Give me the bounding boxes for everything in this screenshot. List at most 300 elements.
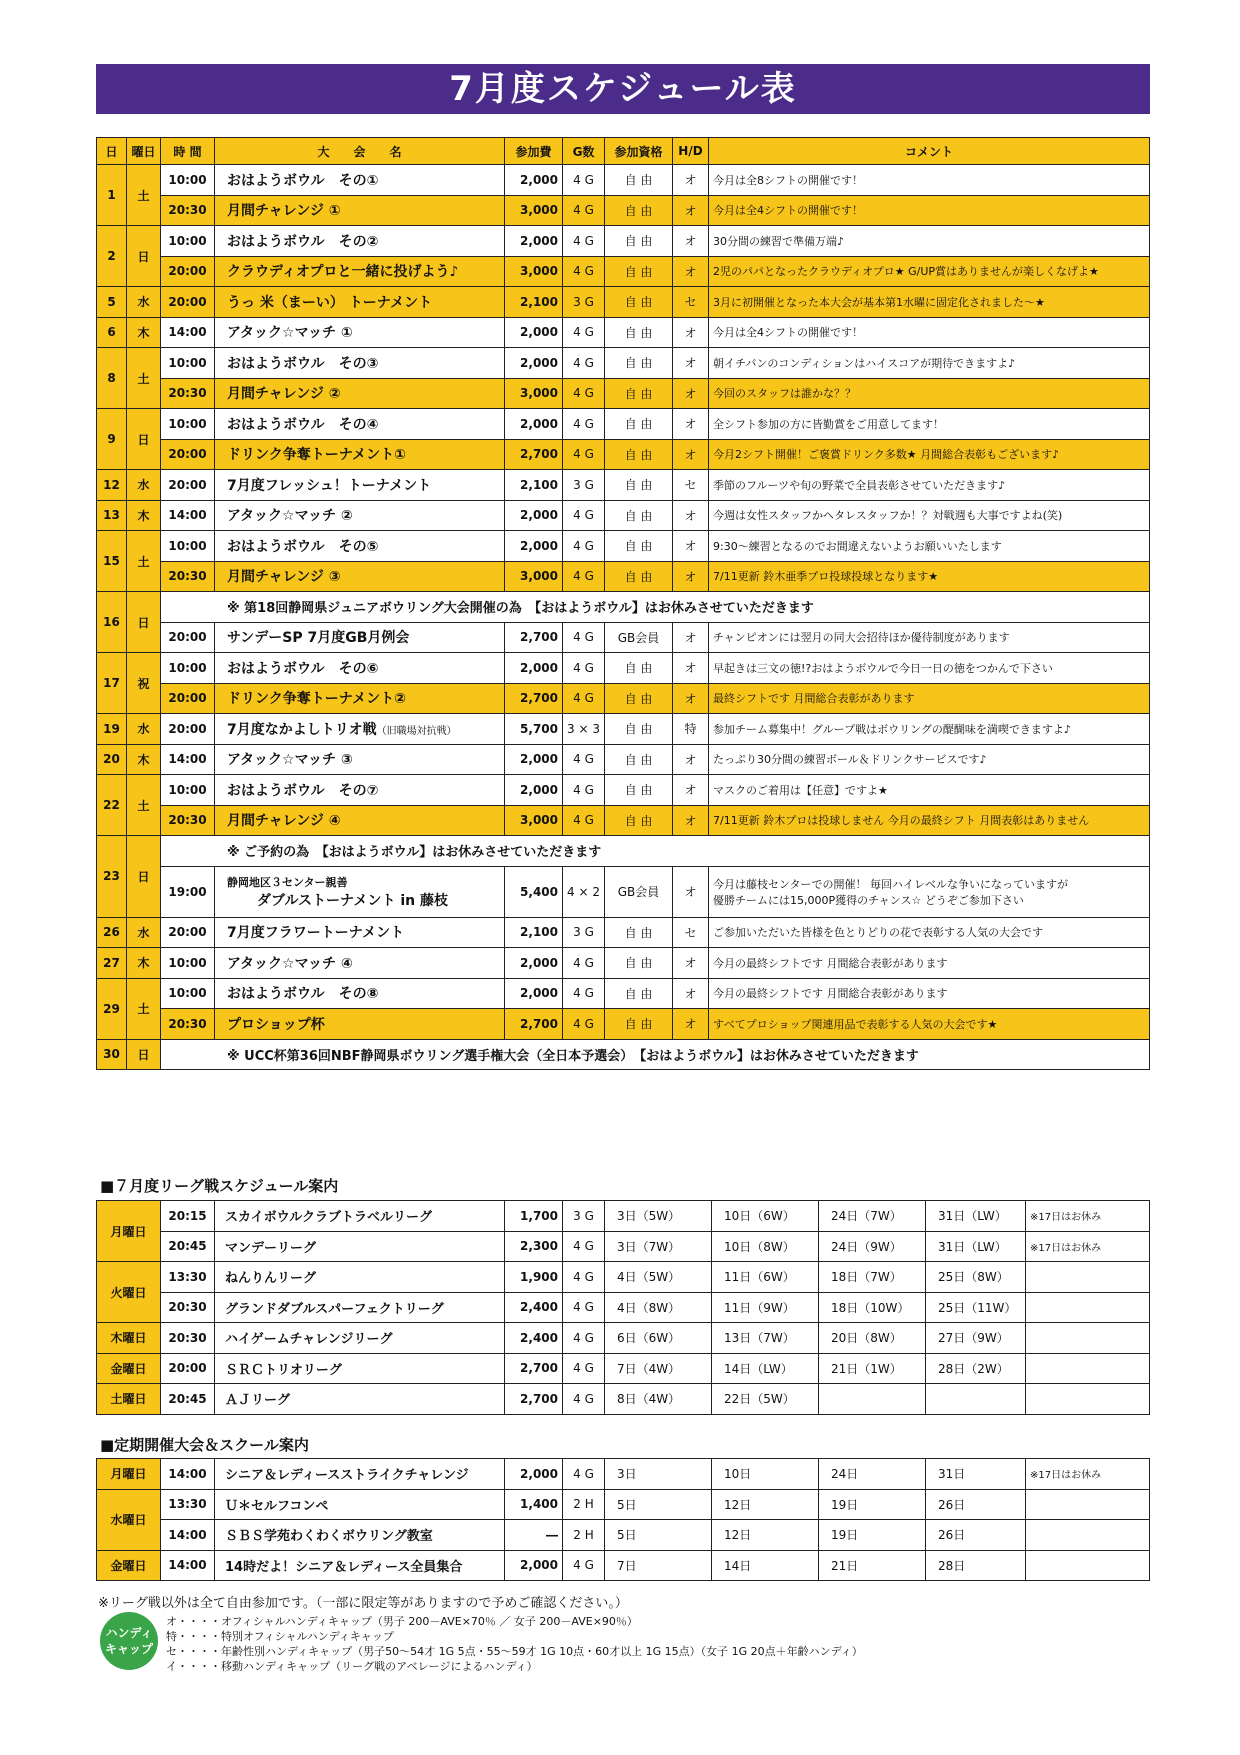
qualification-cell: 自 由 <box>605 165 673 196</box>
handicap-cell: 特 <box>673 714 709 745</box>
fee-cell: 2,000 <box>505 317 563 348</box>
event-name-cell: プロショップ杯 <box>215 1009 505 1040</box>
date-cell: 14日（LW） <box>712 1353 819 1384</box>
event-name-cell: うっ 米（まーい） トーナメント <box>215 287 505 318</box>
event-name-cell: おはようボウル その③ <box>215 348 505 379</box>
event-name-cell: アタック☆マッチ ① <box>215 317 505 348</box>
games-cell: 4 G <box>563 256 605 287</box>
header-dow: 曜日 <box>127 138 161 165</box>
games-cell: 4 G <box>563 1550 605 1581</box>
qualification-cell: 自 由 <box>605 470 673 501</box>
schedule-row <box>97 592 1150 623</box>
weekday-cell: 日 <box>127 592 161 653</box>
date-cell: 26日 <box>926 1520 1026 1551</box>
date-cell: 13日（7W） <box>712 1323 819 1354</box>
qualification-cell: GB会員 <box>605 622 673 653</box>
schedule-row <box>97 714 1150 745</box>
qualification-cell: 自 由 <box>605 409 673 440</box>
handicap-cell: オ <box>673 439 709 470</box>
games-cell: 4 G <box>563 1292 605 1323</box>
header-qualification: 参加資格 <box>605 138 673 165</box>
date-cell: 3日（5W） <box>605 1201 712 1232</box>
day-cell: 19 <box>97 714 127 745</box>
games-cell: 4 G <box>563 165 605 196</box>
event-name-cell <box>215 866 505 917</box>
header-day: 日 <box>97 138 127 165</box>
games-cell: 4 G <box>563 348 605 379</box>
time-cell: 20:00 <box>161 1353 215 1384</box>
weekday-group-cell: 火曜日 <box>97 1262 161 1323</box>
fee-cell: 2,700 <box>505 439 563 470</box>
games-cell: 3 G <box>563 287 605 318</box>
schedule-row <box>97 561 1150 592</box>
date-cell: 31日（LW） <box>926 1231 1026 1262</box>
date-cell: 6日（6W） <box>605 1323 712 1354</box>
handicap-cell: セ <box>673 917 709 948</box>
closure-notice: ※ 第18回静岡県ジュニアボウリング大会開催の為 【おはようボウル】はお休みさせていただきます <box>161 592 1150 623</box>
games-cell: 4 G <box>563 226 605 257</box>
handicap-cell: オ <box>673 866 709 917</box>
school-row <box>97 1459 1150 1490</box>
handicap-cell: オ <box>673 653 709 684</box>
date-cell: 18日（7W） <box>819 1262 926 1293</box>
schedule-row <box>97 917 1150 948</box>
handicap-cell: オ <box>673 165 709 196</box>
time-cell: 20:00 <box>161 917 215 948</box>
comment-cell: 3月に初開催となった本大会が基本第1水曜に固定化されました～★ <box>709 287 1150 318</box>
weekday-cell: 日 <box>127 836 161 918</box>
games-cell: 4 G <box>563 775 605 806</box>
schedule-row <box>97 378 1150 409</box>
qualification-cell: 自 由 <box>605 805 673 836</box>
qualification-cell: 自 由 <box>605 744 673 775</box>
weekday-cell: 日 <box>127 226 161 287</box>
games-cell: 4 G <box>563 195 605 226</box>
note-cell <box>1026 1489 1150 1520</box>
games-cell: 4 G <box>563 561 605 592</box>
comment-line-1: 今月は藤枝センターでの開催！ 毎回ハイレベルな争いになっていますが <box>713 877 1069 891</box>
note-cell <box>1026 1262 1150 1293</box>
time-cell: 14:00 <box>161 744 215 775</box>
event-name-cell: 7月度フラワートーナメント <box>215 917 505 948</box>
handicap-cell: セ <box>673 287 709 318</box>
comment-cell: 今月2シフト開催！ご褒賞ドリンク多数★ 月間総合表彰もございます♪ <box>709 439 1150 470</box>
day-cell: 2 <box>97 226 127 287</box>
handicap-cell: オ <box>673 805 709 836</box>
comment-cell: 今回のスタッフは誰かな？？ <box>709 378 1150 409</box>
time-cell: 10:00 <box>161 165 215 196</box>
qualification-cell: 自 由 <box>605 378 673 409</box>
league-name-cell: ＳＢＳ学苑わくわくボウリング教室 <box>215 1520 505 1551</box>
schedule-row <box>97 978 1150 1009</box>
league-name-cell: ハイゲームチャレンジリーグ <box>215 1323 505 1354</box>
date-cell <box>926 1384 1026 1415</box>
fee-cell: 1,400 <box>505 1489 563 1520</box>
league-name-cell: マンデーリーグ <box>215 1231 505 1262</box>
footnote: ※リーグ戦以外は全て自由参加です。（一部に限定等がありますので予めご確認ください。） <box>98 1596 628 1611</box>
handicap-cell: オ <box>673 409 709 440</box>
qualification-cell: 自 由 <box>605 917 673 948</box>
league-name-cell: ＳＲＣトリオリーグ <box>215 1353 505 1384</box>
weekday-cell: 水 <box>127 714 161 745</box>
date-cell: 19日 <box>819 1520 926 1551</box>
day-cell: 15 <box>97 531 127 592</box>
weekday-cell: 木 <box>127 744 161 775</box>
legend-item: 特・・・・特別オフィシャルハンディキャップ <box>166 1630 394 1643</box>
comment-cell: 7/11更新 鈴木亜季プロ投球投球となります★ <box>709 561 1150 592</box>
games-cell: 4 G <box>563 948 605 979</box>
league-row <box>97 1262 1150 1293</box>
weekday-group-cell: 金曜日 <box>97 1353 161 1384</box>
school-table <box>96 1458 1150 1581</box>
fee-cell: 5,700 <box>505 714 563 745</box>
event-name: 7月度なかよしトリオ戦 <box>227 721 377 738</box>
badge-line-2: キャップ <box>104 1642 153 1656</box>
comment-cell: 今月の最終シフトです 月間総合表彰があります <box>709 948 1150 979</box>
date-cell: 4日（5W） <box>605 1262 712 1293</box>
event-name-cell: おはようボウル その⑤ <box>215 531 505 562</box>
qualification-cell: 自 由 <box>605 195 673 226</box>
time-cell: 20:30 <box>161 1323 215 1354</box>
time-cell: 10:00 <box>161 948 215 979</box>
comment-cell <box>709 866 1150 917</box>
schedule-row <box>97 195 1150 226</box>
comment-cell: マスクのご着用は【任意】ですよ★ <box>709 775 1150 806</box>
fee-cell: 3,000 <box>505 805 563 836</box>
comment-cell: 最終シフトです 月間総合表彰があります <box>709 683 1150 714</box>
time-cell: 14:00 <box>161 1459 215 1490</box>
fee-cell: 2,300 <box>505 1231 563 1262</box>
fee-cell: 3,000 <box>505 378 563 409</box>
fee-cell: 2,700 <box>505 1384 563 1415</box>
games-cell: 4 G <box>563 317 605 348</box>
handicap-cell: オ <box>673 775 709 806</box>
games-cell: 3 G <box>563 1201 605 1232</box>
school-row <box>97 1550 1150 1581</box>
comment-cell: 参加チーム募集中！グループ戦はボウリングの醍醐味を満喫できますよ♪ <box>709 714 1150 745</box>
page-title: 7月度スケジュール表 <box>96 64 1150 114</box>
schedule-row <box>97 348 1150 379</box>
games-cell: 4 G <box>563 683 605 714</box>
date-cell: 21日（1W） <box>819 1353 926 1384</box>
header-fee: 参加費 <box>505 138 563 165</box>
time-cell: 20:30 <box>161 378 215 409</box>
fee-cell: 2,700 <box>505 622 563 653</box>
fee-cell: 2,000 <box>505 409 563 440</box>
fee-cell: 2,000 <box>505 1550 563 1581</box>
qualification-cell: 自 由 <box>605 978 673 1009</box>
league-row <box>97 1292 1150 1323</box>
games-cell: 3 × 3 <box>563 714 605 745</box>
day-cell: 20 <box>97 744 127 775</box>
fee-cell: 2,400 <box>505 1292 563 1323</box>
event-name-cell: おはようボウル その② <box>215 226 505 257</box>
league-row <box>97 1384 1150 1415</box>
weekday-group-cell: 水曜日 <box>97 1489 161 1550</box>
comment-cell: 朝イチバンのコンディションはハイスコアが期待できますよ♪ <box>709 348 1150 379</box>
weekday-cell: 木 <box>127 948 161 979</box>
schedule-row <box>97 622 1150 653</box>
day-cell: 12 <box>97 470 127 501</box>
handicap-cell: オ <box>673 256 709 287</box>
schedule-row <box>97 653 1150 684</box>
time-cell: 20:00 <box>161 287 215 318</box>
date-cell: 10日（6W） <box>712 1201 819 1232</box>
day-cell: 16 <box>97 592 127 653</box>
fee-cell: 2,000 <box>505 165 563 196</box>
time-cell: 20:45 <box>161 1384 215 1415</box>
handicap-cell: オ <box>673 978 709 1009</box>
time-cell: 10:00 <box>161 531 215 562</box>
time-cell: 20:00 <box>161 622 215 653</box>
schedule-row <box>97 775 1150 806</box>
event-name-cell: アタック☆マッチ ③ <box>215 744 505 775</box>
day-cell: 6 <box>97 317 127 348</box>
date-cell: 31日 <box>926 1459 1026 1490</box>
date-cell: 5日 <box>605 1520 712 1551</box>
event-name-cell: クラウディオプロと一緒に投げよう♪ <box>215 256 505 287</box>
weekday-cell: 祝 <box>127 653 161 714</box>
fee-cell: 2,000 <box>505 948 563 979</box>
schedule-row <box>97 744 1150 775</box>
fee-cell: 1,900 <box>505 1262 563 1293</box>
fee-cell: 3,000 <box>505 256 563 287</box>
event-name-cell: 7月度フレッシュ！トーナメント <box>215 470 505 501</box>
fee-cell: 2,000 <box>505 978 563 1009</box>
date-cell: 24日（9W） <box>819 1231 926 1262</box>
handicap-cell: オ <box>673 1009 709 1040</box>
qualification-cell: GB会員 <box>605 866 673 917</box>
comment-line-2: 優勝チームには15,000P獲得のチャンス☆ どうぞご参加下さい <box>713 893 1024 907</box>
header-games: G数 <box>563 138 605 165</box>
date-cell: 25日（8W） <box>926 1262 1026 1293</box>
games-cell: 4 G <box>563 1323 605 1354</box>
date-cell: 10日（8W） <box>712 1231 819 1262</box>
games-cell: 4 G <box>563 978 605 1009</box>
time-cell: 13:30 <box>161 1489 215 1520</box>
fee-cell: ― <box>505 1520 563 1551</box>
time-cell: 20:30 <box>161 1009 215 1040</box>
schedule-row <box>97 165 1150 196</box>
time-cell: 10:00 <box>161 409 215 440</box>
legend-item: イ・・・・移動ハンディキャップ（リーグ戦のアベレージによるハンディ） <box>166 1660 538 1673</box>
event-name-cell: ドリンク争奪トーナメント① <box>215 439 505 470</box>
league-row <box>97 1323 1150 1354</box>
day-cell: 9 <box>97 409 127 470</box>
closure-notice: ※ ご予約の為 【おはようボウル】はお休みさせていただきます <box>161 836 1150 867</box>
handicap-cell: オ <box>673 744 709 775</box>
games-cell: 4 G <box>563 622 605 653</box>
schedule-row <box>97 866 1150 917</box>
qualification-cell: 自 由 <box>605 948 673 979</box>
weekday-cell: 木 <box>127 500 161 531</box>
date-cell: 10日 <box>712 1459 819 1490</box>
weekday-cell: 土 <box>127 348 161 409</box>
fee-cell: 2,000 <box>505 531 563 562</box>
date-cell: 18日（10W） <box>819 1292 926 1323</box>
note-cell <box>1026 1550 1150 1581</box>
date-cell: 28日 <box>926 1550 1026 1581</box>
fee-cell: 2,000 <box>505 1459 563 1490</box>
badge-line-1: ハンディ <box>105 1626 153 1640</box>
handicap-cell: オ <box>673 948 709 979</box>
date-cell: 28日（2W） <box>926 1353 1026 1384</box>
date-cell: 4日（8W） <box>605 1292 712 1323</box>
league-name-cell: ＡＪリーグ <box>215 1384 505 1415</box>
league-name-cell: Ｕ＊セルフコンペ <box>215 1489 505 1520</box>
league-section-title: ■７月度リーグ戦スケジュール案内 <box>100 1177 339 1195</box>
schedule-row <box>97 805 1150 836</box>
day-cell: 22 <box>97 775 127 836</box>
fee-cell: 3,000 <box>505 561 563 592</box>
games-cell: 4 G <box>563 439 605 470</box>
date-cell: 31日（LW） <box>926 1201 1026 1232</box>
league-name-cell: グランドダブルスパーフェクトリーグ <box>215 1292 505 1323</box>
closure-notice: ※ UCC杯第36回NBF静岡県ボウリング選手権大会（全日本予選会） 【おはようボウル】はお休みさせていただきます <box>161 1039 1150 1070</box>
qualification-cell: 自 由 <box>605 531 673 562</box>
event-name-cell: おはようボウル その⑦ <box>215 775 505 806</box>
day-cell: 8 <box>97 348 127 409</box>
date-cell: 5日 <box>605 1489 712 1520</box>
comment-cell: 7/11更新 鈴木プロは投球しません 今月の最終シフト 月間表彰はありません <box>709 805 1150 836</box>
date-cell <box>819 1384 926 1415</box>
schedule-row <box>97 226 1150 257</box>
event-name-cell: おはようボウル その① <box>215 165 505 196</box>
time-cell: 13:30 <box>161 1262 215 1293</box>
weekday-cell: 土 <box>127 775 161 836</box>
fee-cell: 2,700 <box>505 1353 563 1384</box>
event-name-cell: 月間チャレンジ ④ <box>215 805 505 836</box>
note-cell <box>1026 1520 1150 1551</box>
handicap-cell: オ <box>673 226 709 257</box>
event-name-cell: おはようボウル その⑥ <box>215 653 505 684</box>
event-name-cell: 月間チャレンジ ① <box>215 195 505 226</box>
time-cell: 14:00 <box>161 1550 215 1581</box>
time-cell: 20:30 <box>161 1292 215 1323</box>
note-cell <box>1026 1292 1150 1323</box>
handicap-legend <box>166 1614 863 1674</box>
games-cell: 4 G <box>563 653 605 684</box>
schedule-header-row <box>97 138 1150 165</box>
date-cell: 7日（4W） <box>605 1353 712 1384</box>
qualification-cell: 自 由 <box>605 439 673 470</box>
time-cell: 20:00 <box>161 439 215 470</box>
qualification-cell: 自 由 <box>605 653 673 684</box>
qualification-cell: 自 由 <box>605 256 673 287</box>
comment-cell: 今週は女性スタッフかヘタレスタッフか！？対戦週も大事ですよね(笑) <box>709 500 1150 531</box>
league-row <box>97 1231 1150 1262</box>
time-cell: 20:30 <box>161 195 215 226</box>
comment-cell: 今月は全4シフトの開催です！ <box>709 317 1150 348</box>
fee-cell: 2,000 <box>505 500 563 531</box>
comment-cell: ご参加いただいた皆様を色とりどりの花で表彰する人気の大会です <box>709 917 1150 948</box>
date-cell: 24日（7W） <box>819 1201 926 1232</box>
event-name-cell: アタック☆マッチ ② <box>215 500 505 531</box>
date-cell: 20日（8W） <box>819 1323 926 1354</box>
schedule-row <box>97 500 1150 531</box>
league-name-cell: ねんりんリーグ <box>215 1262 505 1293</box>
games-cell: 4 G <box>563 1353 605 1384</box>
fee-cell: 3,000 <box>505 195 563 226</box>
comment-cell: 今月の最終シフトです 月間総合表彰があります <box>709 978 1150 1009</box>
weekday-group-cell: 月曜日 <box>97 1201 161 1262</box>
event-name-cell: 月間チャレンジ ② <box>215 378 505 409</box>
weekday-cell: 土 <box>127 978 161 1039</box>
comment-cell: チャンピオンには翌月の同大会招待ほか優待制度があります <box>709 622 1150 653</box>
fee-cell: 2,000 <box>505 744 563 775</box>
games-cell: 3 G <box>563 470 605 501</box>
fee-cell: 2,000 <box>505 775 563 806</box>
schedule-row <box>97 1039 1150 1070</box>
note-cell <box>1026 1323 1150 1354</box>
date-cell: 21日 <box>819 1550 926 1581</box>
comment-cell: 9:30～練習となるのでお間違えないようお願いいたします <box>709 531 1150 562</box>
weekday-cell: 木 <box>127 317 161 348</box>
date-cell: 12日 <box>712 1489 819 1520</box>
weekday-cell: 水 <box>127 470 161 501</box>
event-name-cell: アタック☆マッチ ④ <box>215 948 505 979</box>
games-cell: 4 G <box>563 805 605 836</box>
school-section-title: ■定期開催大会＆スクール案内 <box>100 1436 309 1454</box>
fee-cell: 2,700 <box>505 1009 563 1040</box>
fee-cell: 2,100 <box>505 287 563 318</box>
comment-cell: 今月は全4シフトの開催です！ <box>709 195 1150 226</box>
weekday-group-cell: 木曜日 <box>97 1323 161 1354</box>
time-cell: 14:00 <box>161 317 215 348</box>
day-cell: 13 <box>97 500 127 531</box>
weekday-cell: 水 <box>127 287 161 318</box>
games-cell: 4 G <box>563 409 605 440</box>
time-cell: 20:00 <box>161 683 215 714</box>
handicap-cell: オ <box>673 317 709 348</box>
time-cell: 20:30 <box>161 805 215 836</box>
weekday-cell: 水 <box>127 917 161 948</box>
event-name-cell: ドリンク争奪トーナメント② <box>215 683 505 714</box>
games-cell: 4 G <box>563 744 605 775</box>
event-name-cell: おはようボウル その⑧ <box>215 978 505 1009</box>
date-cell: 3日（7W） <box>605 1231 712 1262</box>
date-cell: 3日 <box>605 1459 712 1490</box>
qualification-cell: 自 由 <box>605 683 673 714</box>
schedule-row <box>97 1009 1150 1040</box>
event-name-top: 静岡地区３センター親善 <box>227 875 348 889</box>
header-comment: コメント <box>709 138 1150 165</box>
date-cell: 8日（4W） <box>605 1384 712 1415</box>
day-cell: 1 <box>97 165 127 226</box>
note-cell: ※17日はお休み <box>1026 1231 1150 1262</box>
date-cell: 22日（5W） <box>712 1384 819 1415</box>
games-cell: 2 H <box>563 1489 605 1520</box>
weekday-cell: 日 <box>127 409 161 470</box>
fee-cell: 2,100 <box>505 917 563 948</box>
qualification-cell: 自 由 <box>605 348 673 379</box>
games-cell: 4 G <box>563 1009 605 1040</box>
handicap-cell: セ <box>673 470 709 501</box>
note-cell <box>1026 1353 1150 1384</box>
event-name-note: （旧職場対抗戦） <box>376 725 457 737</box>
comment-cell: 2児のパパとなったクラウディオプロ★ G/UP賞はありませんが楽しくなげよ★ <box>709 256 1150 287</box>
fee-cell: 2,100 <box>505 470 563 501</box>
weekday-cell: 日 <box>127 1039 161 1070</box>
handicap-cell: オ <box>673 195 709 226</box>
league-name-cell: スカイボウルクラブトラベルリーグ <box>215 1201 505 1232</box>
time-cell: 14:00 <box>161 500 215 531</box>
league-name-cell: シニア＆レディースストライクチャレンジ <box>215 1459 505 1490</box>
schedule-row <box>97 287 1150 318</box>
fee-cell: 1,700 <box>505 1201 563 1232</box>
date-cell: 27日（9W） <box>926 1323 1026 1354</box>
fee-cell: 2,000 <box>505 226 563 257</box>
